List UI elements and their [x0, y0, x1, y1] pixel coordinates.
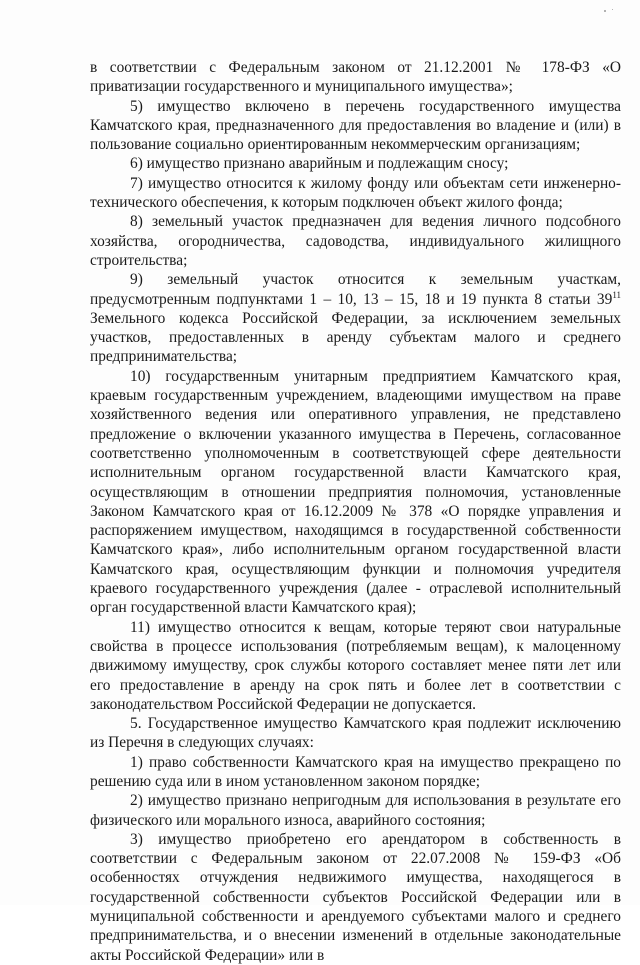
document-body [90, 58, 621, 965]
exclusion-item-1: 1) право собственности Камчатского края на имущество прекращено по решению суда или в ином установленном законом порядке; [90, 753, 621, 790]
list-item-7: 7) имущество относится к жилому фонду или объектам сети инженерно-технического обеспечения, к которым подключен объект жилого фонда; [90, 174, 621, 212]
exclusion-item-3: 3) имущество приобретено его арендатором в собственность в соответствии с Федеральным законом от 22.07.2008 № 159-ФЗ «Об особенностях отчуждения недвижимого имущества, находящегося в государственной собственности субъектов Российской Федерации или в муниципальной собственности и арендуемого субъектами малого и среднего предпринимательства, и о внесении изменений в отдельные законодательные акты Российской Федерации» или в [90, 830, 621, 964]
section-5-heading: 5. Государственное имущество Камчатского края подлежит исключению из Перечня в следующих случаях: [90, 715, 621, 752]
article-superscript: 11 [612, 289, 621, 300]
list-item-9 [90, 270, 621, 366]
list-item-11: 11) имущество относится к вещам, которые теряют свои натуральные свойства в процессе использования (потребляемым вещам), к малоценному движимому имуществу, срок службы которого составляет менее пяти лет или его предоставление в аренду на срок пять и более лет в соответствии с законодательством Российской Федерации не допускается. [90, 618, 621, 713]
exclusion-item-2: 2) имущество признано непригодным для использования в результате его физического или морального износа, аварийного состояния; [90, 792, 621, 829]
list-item-6: 6) имущество признано аварийным и подлежащим сносу; [130, 155, 509, 173]
scan-speck [604, 10, 606, 12]
list-item-9-text-start: 9) земельный участок относится к земельным участкам, предусмотренным подпунктами 1 – 10, 13 – 15, 18 и 19 пункта 8 статьи 39 [90, 271, 621, 308]
list-item-5: 5) имущество включено в перечень государственного имущества Камчатского края, предназначенного для предоставления во владение и (или) в пользование социально ориентированным некоммерческим организациям; [90, 97, 621, 154]
paragraph-continuation: в соответствии с Федеральным законом от 21.12.2001 № 178-ФЗ «О приватизации государственного и муниципального имущества»; [90, 59, 621, 96]
list-item-9-text-end: Земельного кодекса Российской Федерации, за исключением земельных участков, предоставленных в аренду субъектам малого и среднего предпринимательства; [90, 309, 621, 366]
scan-speck [612, 9, 613, 10]
list-item-10: 10) государственным унитарным предприятием Камчатского края, краевым государственным учреждением, владеющими имуществом на праве хозяйственного ведения или оперативного управления, не представлено предложение о включении указанного имущества в Перечень, согласованное соответственно уполномоченным в соответствующей сфере деятельности исполнительным органом государственной власти Камчатского края, осуществляющим в отношении предприятия полномочия, установленные Законом Камчатского края от 16.12.2009 № 378 «О порядке управления и распоряжением имуществом, находящимся в государственной собственности Камчатского края», либо исполнительным органом государственной власти Камчатского края, осуществляющим функции и полномочия учредителя краевого государственного учреждения (далее - отраслевой исполнительный орган государственной власти Камчатского края); [90, 367, 621, 617]
list-item-8: 8) земельный участок предназначен для ведения личного подсобного хозяйства, огородничества, садоводства, индивидуального жилищного строительства; [90, 213, 621, 269]
